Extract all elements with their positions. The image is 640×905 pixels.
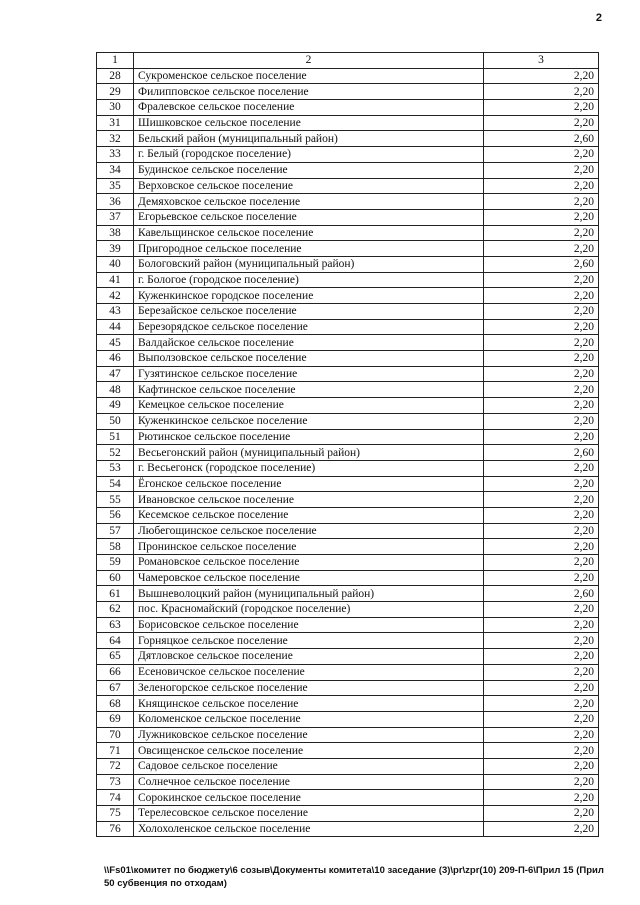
coefficient-value: 2,20 — [484, 476, 599, 492]
table-row — [97, 84, 599, 100]
table-row — [97, 178, 599, 194]
row-number: 33 — [97, 147, 134, 163]
municipality-name: Верховское сельское поселение — [134, 178, 484, 194]
table-row — [97, 758, 599, 774]
column-header-value: 3 — [484, 53, 599, 69]
table-row — [97, 774, 599, 790]
table-row — [97, 476, 599, 492]
row-number: 65 — [97, 649, 134, 665]
coefficient-value: 2,20 — [484, 209, 599, 225]
coefficient-value: 2,20 — [484, 413, 599, 429]
coefficient-value: 2,20 — [484, 288, 599, 304]
row-number: 46 — [97, 351, 134, 367]
coefficient-value: 2,20 — [484, 225, 599, 241]
municipality-name: пос. Красномайский (городское поселение) — [134, 602, 484, 618]
row-number: 40 — [97, 256, 134, 272]
row-number: 62 — [97, 602, 134, 618]
municipality-name: Дятловское сельское поселение — [134, 649, 484, 665]
table-header-row — [97, 53, 599, 69]
row-number: 54 — [97, 476, 134, 492]
coefficient-value: 2,20 — [484, 178, 599, 194]
coefficient-value: 2,20 — [484, 680, 599, 696]
row-number: 32 — [97, 131, 134, 147]
row-number: 39 — [97, 241, 134, 257]
table-row — [97, 335, 599, 351]
municipality-name: Коломенское сельское поселение — [134, 711, 484, 727]
table-row — [97, 366, 599, 382]
coefficient-value: 2,20 — [484, 633, 599, 649]
row-number: 69 — [97, 711, 134, 727]
municipality-name: Пригородное сельское поселение — [134, 241, 484, 257]
coefficient-value: 2,20 — [484, 790, 599, 806]
municipality-name: Вышневолоцкий район (муниципальный район) — [134, 586, 484, 602]
row-number: 72 — [97, 758, 134, 774]
coefficient-value: 2,20 — [484, 382, 599, 398]
municipality-name: Любегощинское сельское поселение — [134, 523, 484, 539]
municipality-name: Овсищенское сельское поселение — [134, 743, 484, 759]
column-header-name: 2 — [134, 53, 484, 69]
row-number: 68 — [97, 696, 134, 712]
row-number: 29 — [97, 84, 134, 100]
municipality-name: Бологовский район (муниципальный район) — [134, 256, 484, 272]
coefficient-value: 2,20 — [484, 335, 599, 351]
coefficient-value: 2,20 — [484, 162, 599, 178]
coefficient-value: 2,20 — [484, 147, 599, 163]
municipality-name: Шишковское сельское поселение — [134, 115, 484, 131]
table-row — [97, 586, 599, 602]
coefficient-value: 2,60 — [484, 131, 599, 147]
table-row — [97, 727, 599, 743]
row-number: 44 — [97, 319, 134, 335]
row-number: 71 — [97, 743, 134, 759]
table-row — [97, 633, 599, 649]
row-number: 59 — [97, 555, 134, 571]
table-row — [97, 523, 599, 539]
row-number: 60 — [97, 570, 134, 586]
municipality-name: Пронинское сельское поселение — [134, 539, 484, 555]
row-number: 75 — [97, 806, 134, 822]
table-row — [97, 460, 599, 476]
coefficient-value: 2,20 — [484, 194, 599, 210]
municipality-name: Будинское сельское поселение — [134, 162, 484, 178]
row-number: 51 — [97, 429, 134, 445]
municipality-name: Бельский район (муниципальный район) — [134, 131, 484, 147]
row-number: 36 — [97, 194, 134, 210]
table-row — [97, 664, 599, 680]
row-number: 53 — [97, 460, 134, 476]
table-row — [97, 429, 599, 445]
table-row — [97, 790, 599, 806]
coefficient-value: 2,20 — [484, 429, 599, 445]
coefficient-value: 2,20 — [484, 727, 599, 743]
coefficient-value: 2,20 — [484, 602, 599, 618]
coefficient-value: 2,20 — [484, 319, 599, 335]
table-row — [97, 806, 599, 822]
coefficient-value: 2,20 — [484, 758, 599, 774]
table-row — [97, 821, 599, 837]
row-number: 49 — [97, 398, 134, 414]
row-number: 50 — [97, 413, 134, 429]
coefficient-value: 2,20 — [484, 84, 599, 100]
row-number: 66 — [97, 664, 134, 680]
row-number: 73 — [97, 774, 134, 790]
table-row — [97, 649, 599, 665]
row-number: 47 — [97, 366, 134, 382]
table-row — [97, 241, 599, 257]
coefficient-value: 2,20 — [484, 460, 599, 476]
municipality-name: Куженкинское сельское поселение — [134, 413, 484, 429]
coefficient-value: 2,20 — [484, 304, 599, 320]
municipality-name: Березорядское сельское поселение — [134, 319, 484, 335]
coefficient-value: 2,20 — [484, 507, 599, 523]
municipality-name: Романовское сельское поселение — [134, 555, 484, 571]
table-row — [97, 131, 599, 147]
table-row — [97, 539, 599, 555]
table-row — [97, 507, 599, 523]
municipality-name: Зеленогорское сельское поселение — [134, 680, 484, 696]
table-row — [97, 147, 599, 163]
table-body — [97, 68, 599, 837]
table-row — [97, 162, 599, 178]
municipality-name: Валдайское сельское поселение — [134, 335, 484, 351]
coefficient-value: 2,20 — [484, 68, 599, 84]
coefficient-value: 2,20 — [484, 696, 599, 712]
municipality-name: Горняцкое сельское поселение — [134, 633, 484, 649]
row-number: 38 — [97, 225, 134, 241]
coefficient-value: 2,20 — [484, 617, 599, 633]
row-number: 76 — [97, 821, 134, 837]
row-number: 41 — [97, 272, 134, 288]
coefficient-value: 2,60 — [484, 445, 599, 461]
municipality-name: Фралевское сельское поселение — [134, 100, 484, 116]
table-row — [97, 194, 599, 210]
table-row — [97, 570, 599, 586]
coefficient-value: 2,20 — [484, 821, 599, 837]
municipality-name: г. Бологое (городское поселение) — [134, 272, 484, 288]
coefficient-value: 2,20 — [484, 366, 599, 382]
row-number: 64 — [97, 633, 134, 649]
municipality-name: Чамеровское сельское поселение — [134, 570, 484, 586]
coefficient-value: 2,20 — [484, 649, 599, 665]
row-number: 58 — [97, 539, 134, 555]
municipality-name: Кесемское сельское поселение — [134, 507, 484, 523]
coefficient-value: 2,20 — [484, 241, 599, 257]
table-row — [97, 555, 599, 571]
municipality-name: Солнечное сельское поселение — [134, 774, 484, 790]
row-number: 63 — [97, 617, 134, 633]
row-number: 56 — [97, 507, 134, 523]
municipality-name: Кавельщинское сельское поселение — [134, 225, 484, 241]
coefficient-value: 2,20 — [484, 743, 599, 759]
table-row — [97, 602, 599, 618]
row-number: 55 — [97, 492, 134, 508]
table-row — [97, 68, 599, 84]
municipality-name: Есеновичское сельское поселение — [134, 664, 484, 680]
row-number: 61 — [97, 586, 134, 602]
municipality-name: Куженкинское городское поселение — [134, 288, 484, 304]
municipality-name: Березайское сельское поселение — [134, 304, 484, 320]
municipality-name: Сукроменское сельское поселение — [134, 68, 484, 84]
coefficient-value: 2,20 — [484, 539, 599, 555]
row-number: 57 — [97, 523, 134, 539]
municipality-name: Кафтинское сельское поселение — [134, 382, 484, 398]
table-row — [97, 225, 599, 241]
table-row — [97, 100, 599, 116]
coefficient-value: 2,20 — [484, 272, 599, 288]
municipality-name: Егорьевское сельское поселение — [134, 209, 484, 225]
table-row — [97, 272, 599, 288]
row-number: 31 — [97, 115, 134, 131]
municipality-name: Садовое сельское поселение — [134, 758, 484, 774]
row-number: 48 — [97, 382, 134, 398]
file-path-footer: \\Fs01\комитет по бюджету\6 созыв\Документы комитета\10 заседание (3)\pr\zpr(10) 209-П-6\Прил 15 (Прил 50 субвенция по отходам) — [104, 865, 604, 889]
municipality-name: Терелесовское сельское поселение — [134, 806, 484, 822]
table-row — [97, 413, 599, 429]
coefficient-value: 2,20 — [484, 806, 599, 822]
municipality-name: Демяховское сельское поселение — [134, 194, 484, 210]
coefficient-value: 2,20 — [484, 523, 599, 539]
municipality-name: Сорокинское сельское поселение — [134, 790, 484, 806]
municipality-name: Филипповское сельское поселение — [134, 84, 484, 100]
municipality-name: Рютинское сельское поселение — [134, 429, 484, 445]
coefficient-value: 2,60 — [484, 256, 599, 272]
municipality-name: Холохоленское сельское поселение — [134, 821, 484, 837]
coefficient-value: 2,20 — [484, 570, 599, 586]
row-number: 43 — [97, 304, 134, 320]
row-number: 42 — [97, 288, 134, 304]
municipality-name: Княщинское сельское поселение — [134, 696, 484, 712]
coefficient-value: 2,20 — [484, 398, 599, 414]
municipality-name: Весьегонский район (муниципальный район) — [134, 445, 484, 461]
subsidy-table — [96, 52, 599, 837]
table-row — [97, 288, 599, 304]
coefficient-value: 2,20 — [484, 351, 599, 367]
table-row — [97, 256, 599, 272]
row-number: 74 — [97, 790, 134, 806]
column-header-number: 1 — [97, 53, 134, 69]
row-number: 30 — [97, 100, 134, 116]
row-number: 52 — [97, 445, 134, 461]
municipality-name: г. Белый (городское поселение) — [134, 147, 484, 163]
coefficient-value: 2,20 — [484, 664, 599, 680]
table-row — [97, 319, 599, 335]
table-row — [97, 492, 599, 508]
municipality-name: Лужниковское сельское поселение — [134, 727, 484, 743]
municipality-name: Ёгонское сельское поселение — [134, 476, 484, 492]
coefficient-value: 2,20 — [484, 492, 599, 508]
table-row — [97, 115, 599, 131]
table-row — [97, 617, 599, 633]
row-number: 35 — [97, 178, 134, 194]
table-row — [97, 382, 599, 398]
table-row — [97, 743, 599, 759]
coefficient-value: 2,20 — [484, 711, 599, 727]
table-row — [97, 209, 599, 225]
municipality-name: г. Весьегонск (городское поселение) — [134, 460, 484, 476]
coefficient-value: 2,20 — [484, 555, 599, 571]
row-number: 28 — [97, 68, 134, 84]
page-number: 2 — [595, 12, 602, 24]
coefficient-value: 2,20 — [484, 774, 599, 790]
table-row — [97, 696, 599, 712]
row-number: 34 — [97, 162, 134, 178]
table-row — [97, 398, 599, 414]
row-number: 70 — [97, 727, 134, 743]
row-number: 37 — [97, 209, 134, 225]
table-row — [97, 711, 599, 727]
table-row — [97, 680, 599, 696]
row-number: 67 — [97, 680, 134, 696]
municipality-name: Выползовское сельское поселение — [134, 351, 484, 367]
table-row — [97, 445, 599, 461]
table-row — [97, 304, 599, 320]
municipality-name: Борисовское сельское поселение — [134, 617, 484, 633]
municipality-name: Ивановское сельское поселение — [134, 492, 484, 508]
municipality-name: Кемецкое сельское поселение — [134, 398, 484, 414]
coefficient-value: 2,60 — [484, 586, 599, 602]
coefficient-value: 2,20 — [484, 100, 599, 116]
coefficient-value: 2,20 — [484, 115, 599, 131]
table-row — [97, 351, 599, 367]
row-number: 45 — [97, 335, 134, 351]
municipality-name: Гузятинское сельское поселение — [134, 366, 484, 382]
